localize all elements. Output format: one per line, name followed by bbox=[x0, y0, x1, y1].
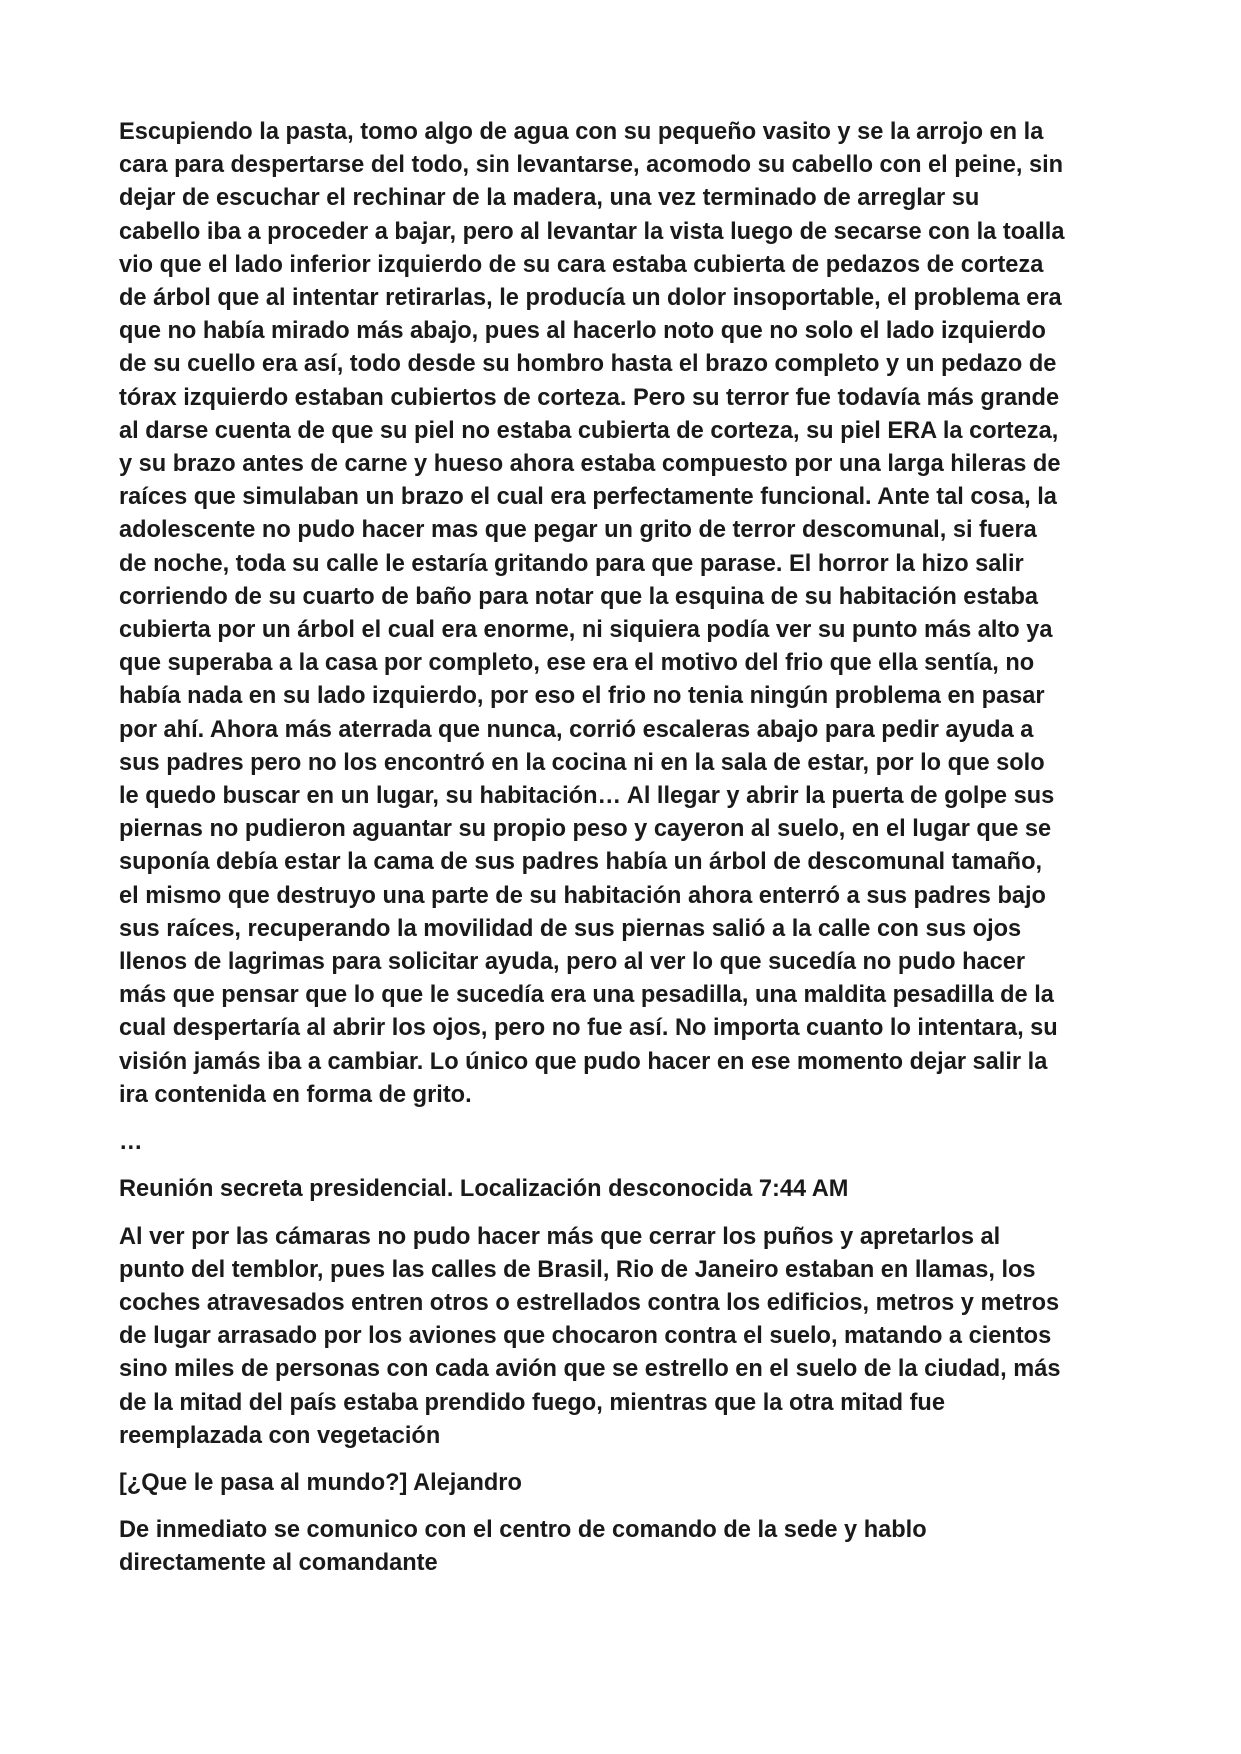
document-body bbox=[119, 116, 1129, 1595]
paragraph-line: De inmediato se comunico con el centro de comando de la sede y hablo bbox=[119, 1517, 927, 1544]
paragraph-line: de la mitad del país estaba prendido fuego, mientras que la otra mitad fue bbox=[119, 1389, 945, 1416]
paragraph-line: cabello iba a proceder a bajar, pero al levantar la vista luego de secarse con la toalla bbox=[119, 218, 1065, 245]
paragraph-line: y su brazo antes de carne y hueso ahora estaba compuesto por una larga hileras de bbox=[119, 451, 1061, 478]
paragraph-line: por ahí. Ahora más aterrada que nunca, corrió escaleras abajo para pedir ayuda a bbox=[119, 716, 1034, 743]
paragraph-line: le quedo buscar en un lugar, su habitación… Al llegar y abrir la puerta de golpe sus bbox=[119, 783, 1055, 810]
paragraph-line: reemplazada con vegetación bbox=[119, 1422, 441, 1449]
paragraph-line: llenos de lagrimas para solicitar ayuda, pero al ver lo que sucedía no pudo hacer bbox=[119, 949, 1026, 976]
paragraph-line: había nada en su lado izquierdo, por eso el frio no tenia ningún problema en pasar bbox=[119, 683, 1045, 710]
paragraph-line: punto del temblor, pues las calles de Brasil, Rio de Janeiro estaban en llamas, los bbox=[119, 1256, 1036, 1283]
paragraph-line: coches atravesados entren otros o estrellados contra los edificios, metros y metros bbox=[119, 1289, 1060, 1316]
paragraph-line: que no había mirado más abajo, pues al hacerlo noto que no solo el lado izquierdo bbox=[119, 318, 1046, 345]
section-ellipsis: … bbox=[119, 1129, 143, 1156]
scene-heading: Reunión secreta presidencial. Localización desconocida 7:44 AM bbox=[119, 1176, 849, 1203]
paragraph-line: dejar de escuchar el rechinar de la madera, una vez terminado de arreglar su bbox=[119, 185, 980, 212]
paragraph-1 bbox=[119, 116, 1129, 1112]
paragraph-line: directamente al comandante bbox=[119, 1550, 438, 1577]
paragraph-line: tórax izquierdo estaban cubiertos de corteza. Pero su terror fue todavía más grande bbox=[119, 384, 1060, 411]
paragraph-3 bbox=[119, 1514, 1129, 1580]
paragraph-line: cual despertaría al abrir los ojos, pero no fue así. No importa cuanto lo intentara, su bbox=[119, 1015, 1058, 1042]
paragraph-line: de su cuello era así, todo desde su hombro hasta el brazo completo y un pedazo de bbox=[119, 351, 1057, 378]
paragraph-line: visión jamás iba a cambiar. Lo único que pudo hacer en ese momento dejar salir la bbox=[119, 1048, 1048, 1075]
paragraph-line: más que pensar que lo que le sucedía era una pesadilla, una maldita pesadilla de la bbox=[119, 982, 1054, 1009]
paragraph-line: raíces que simulaban un brazo el cual era perfectamente funcional. Ante tal cosa, la bbox=[119, 484, 1057, 511]
paragraph-line: al darse cuenta de que su piel no estaba cubierta de corteza, su piel ERA la corteza, bbox=[119, 417, 1059, 444]
paragraph-line: sus padres pero no los encontró en la cocina ni en la sala de estar, por lo que solo bbox=[119, 749, 1045, 776]
paragraph-line: que superaba a la casa por completo, ese era el motivo del frio que ella sentía, no bbox=[119, 650, 1035, 677]
paragraph-line: de noche, toda su calle le estaría gritando para que parase. El horror la hizo salir bbox=[119, 550, 1024, 577]
paragraph-line: Escupiendo la pasta, tomo algo de agua con su pequeño vasito y se la arrojo en la bbox=[119, 119, 1044, 145]
paragraph-line: corriendo de su cuarto de baño para notar que la esquina de su habitación estaba bbox=[119, 583, 1039, 610]
paragraph-line: adolescente no pudo hacer mas que pegar un grito de terror descomunal, si fuera bbox=[119, 517, 1037, 544]
paragraph-line: piernas no pudieron aguantar su propio peso y cayeron al suelo, en el lugar que se bbox=[119, 816, 1052, 843]
paragraph-line: vio que el lado inferior izquierdo de su cara estaba cubierta de pedazos de corteza bbox=[119, 251, 1044, 278]
paragraph-line: Al ver por las cámaras no pudo hacer más que cerrar los puños y apretarlos al bbox=[119, 1223, 1001, 1250]
paragraph-line: sino miles de personas con cada avión que se estrello en el suelo de la ciudad, más bbox=[119, 1356, 1061, 1383]
paragraph-line: sus raíces, recuperando la movilidad de sus piernas salió a la calle con sus ojos bbox=[119, 915, 1022, 942]
paragraph-line: de árbol que al intentar retirarlas, le producía un dolor insoportable, el problema era bbox=[119, 285, 1062, 312]
paragraph-line: el mismo que destruyo una parte de su habitación ahora enterró a sus padres bajo bbox=[119, 882, 1046, 909]
paragraph-line: ira contenida en forma de grito. bbox=[119, 1081, 472, 1108]
paragraph-line: cara para despertarse del todo, sin levantarse, acomodo su cabello con el peine, sin bbox=[119, 152, 1064, 179]
paragraph-2 bbox=[119, 1221, 1129, 1453]
paragraph-line: cubierta por un árbol el cual era enorme, ni siquiera podía ver su punto más alto ya bbox=[119, 617, 1053, 644]
paragraph-line: suponía debía estar la cama de sus padres había un árbol de descomunal tamaño, bbox=[119, 849, 1043, 876]
dialogue-line: [¿Que le pasa al mundo?] Alejandro bbox=[119, 1469, 522, 1496]
paragraph-line: de lugar arrasado por los aviones que chocaron contra el suelo, matando a cientos bbox=[119, 1323, 1052, 1350]
